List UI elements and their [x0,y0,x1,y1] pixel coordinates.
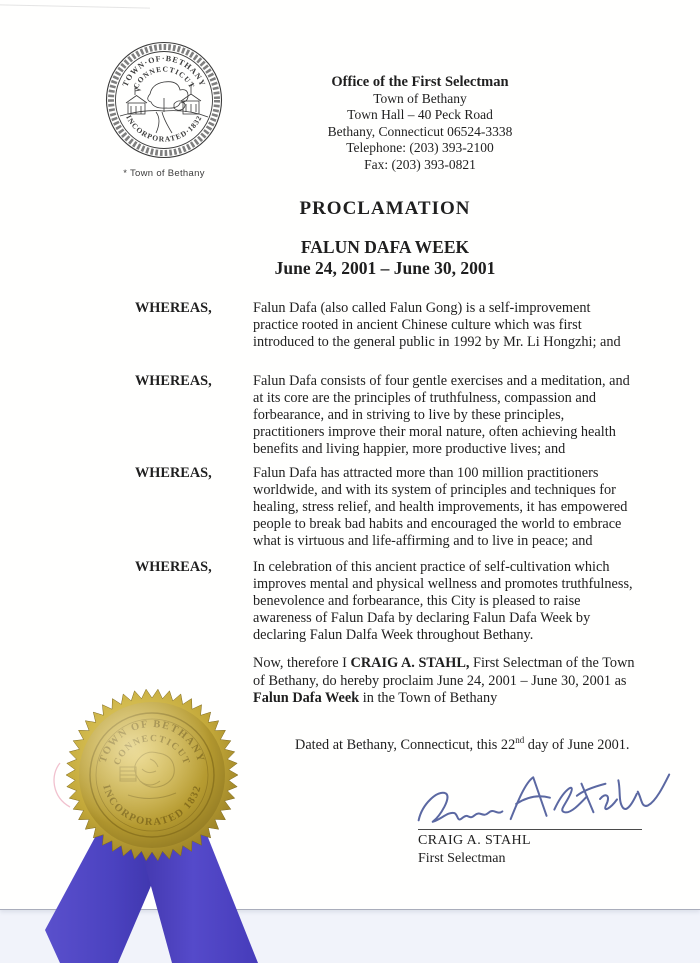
signatory-name: CRAIG A. STAHL [418,833,531,848]
therefore-suffix: in the Town of Bethany [359,690,498,706]
seal-highlight [79,702,225,848]
seal-arc-mid: CONNECTICUT [131,64,197,91]
signatory-title: First Selectman [418,851,506,866]
letterhead [250,74,590,173]
dated-suffix: day of June 2001. [524,736,630,753]
seal-arc-bottom: INCORPORATED·1832 [124,113,204,144]
selectman-name-bold: CRAIG A. STAHL, [350,655,470,671]
whereas-text: Falun Dafa (also called Falun Gong) is a self-improvement practice rooted in ancient Chinese culture which was first introduced to the general public in 1992 by Mr. Li Hongzhi; and [253,300,621,350]
whereas-label: WHEREAS, [135,300,212,316]
seal-caption: * Town of Bethany [123,168,205,179]
therefore-prefix: Now, therefore I [253,655,351,671]
whereas-text: In celebration of this ancient practice of self-cultivation which improves mental and physical wellness and promotes truthfulness, benevolence and forbearance, this City is pleased to raise awareness of Falun Dafa by declaring Falun Dafa Week by declaring Falun Dalfa Week throughout Bethany. [253,559,633,643]
therefore-middle: First Selectman of the Town of Bethany, do hereby proclaim June 24, 2001 – June 30, 2001 as [253,655,635,689]
whereas-text: Falun Dafa has attracted more than 100 million practitioners worldwide, and with its system of principles and techniques for healing, stress relief, and health improvements, it has empowered people to break bad habits and encouraged the world to embrace what is virtuous and life-affirming and to live in peace; and [253,465,628,549]
letterhead-line: Town of Bethany [373,90,467,106]
letterhead-office: Office of the First Selectman [331,74,509,90]
seal-arc-top: TOWN·OF·BETHANY [120,53,208,88]
whereas-clause [135,559,635,644]
town-seal-icon [104,40,224,160]
dated-ordinal: nd [515,735,525,745]
whereas-label: WHEREAS, [135,373,212,389]
whereas-label: WHEREAS, [135,465,212,481]
week-name-bold: Falun Dafa Week [253,690,360,706]
whereas-label: WHEREAS, [135,559,212,575]
letterhead-line: Bethany, Connecticut 06524-3338 [327,123,513,139]
dated-line [295,735,675,754]
signature-image [412,770,674,832]
pink-thread-artifact [54,763,70,807]
whereas-clause [135,465,635,550]
whereas-clause [135,373,635,458]
subject-dates: June 24, 2001 – June 30, 2001 [274,258,496,278]
signature-line [418,829,642,830]
therefore-paragraph [253,655,637,708]
whereas-clause [135,300,635,351]
proclamation-subject [85,237,685,279]
subject-week: FALUN DAFA WEEK [300,237,470,257]
letterhead-line: Telephone: (203) 393-2100 [346,140,494,155]
letterhead-line: Fax: (203) 393-0821 [364,156,476,172]
gold-notary-seal [40,675,264,875]
dated-prefix: Dated at Bethany, Connecticut, this 22 [295,736,516,753]
proclamation-title: PROCLAMATION [299,198,471,219]
letterhead-line: Town Hall – 40 Peck Road [347,107,493,122]
whereas-text: Falun Dafa consists of four gentle exercises and a meditation, and at its core are the principles of truthfulness, compassion and forbearance, and in striving to live by these principles, practitioners improve their moral nature, often achieving health benefits and living happier, more productive lives; and [253,373,630,457]
